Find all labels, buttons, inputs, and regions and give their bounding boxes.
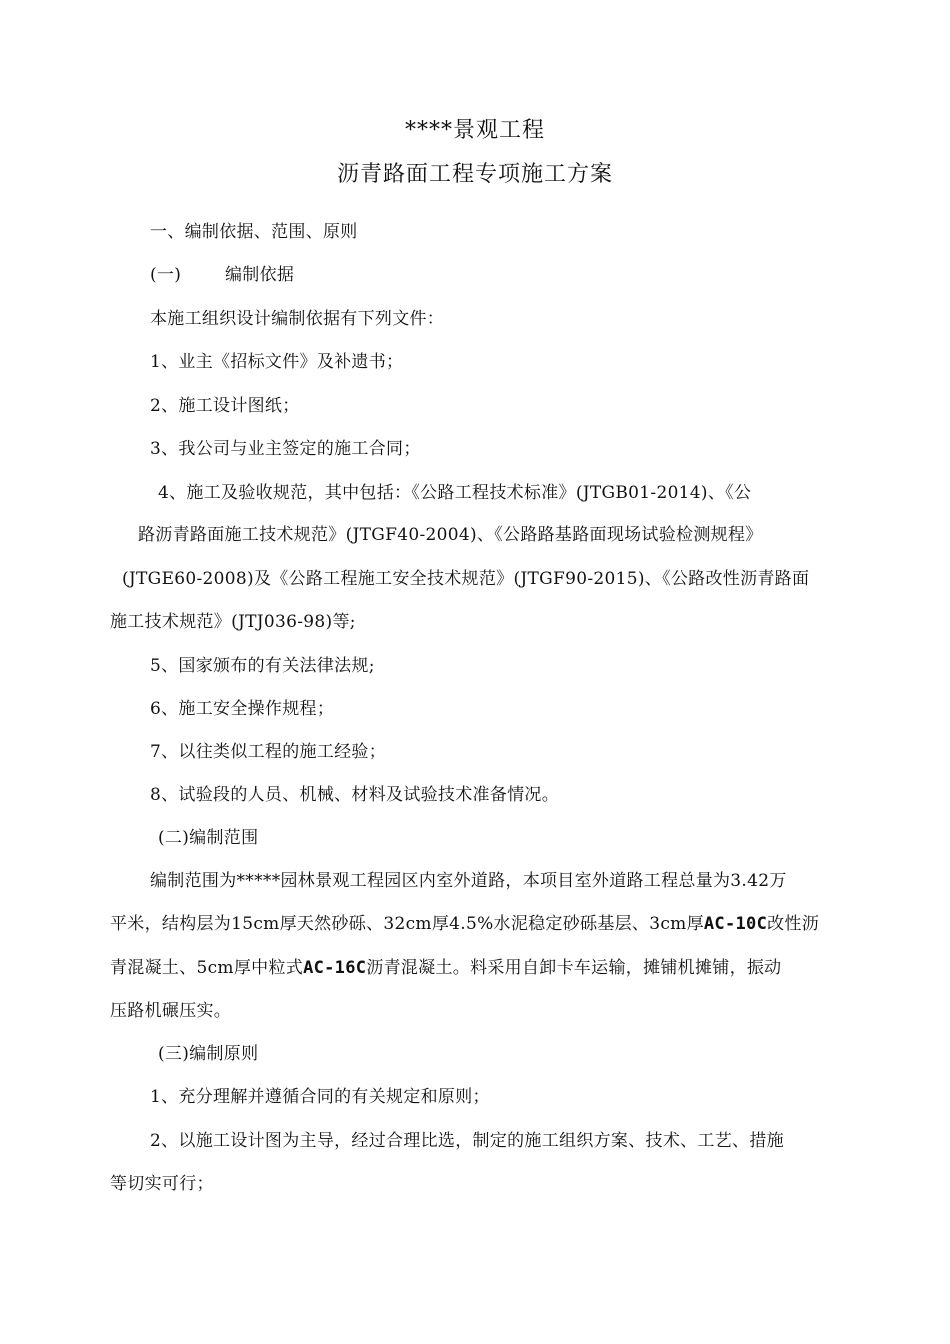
principle-item-1: 1、充分理解并遵循合同的有关规定和原则； [150, 1087, 490, 1107]
basis-item-1: 1、业主《招标文件》及补遗书； [150, 352, 404, 372]
principle-item-2-line-1: 2、以施工设计图为主导，经过合理比选，制定的施工组织方案、技术、工艺、措施 [150, 1131, 784, 1151]
principle-item-2-line-2: 等切实可行； [110, 1174, 214, 1194]
basis-item-8: 8、试验段的人员、机械、材料及试验技术准备情况。 [150, 785, 560, 805]
section-heading-basis-scope-principles: 一、编制依据、范围、原则 [150, 222, 358, 242]
subsection-title-principles: (三)编制原则 [158, 1044, 259, 1064]
subsection-title-basis: 编制依据 [225, 265, 295, 285]
basis-intro-text: 本施工组织设计编制依据有下列文件： [150, 309, 445, 329]
basis-item-6: 6、施工安全操作规程； [150, 699, 335, 719]
document-title-project: ****景观工程 [404, 118, 545, 143]
scope-line-4: 压路机碾压实。 [110, 1001, 232, 1021]
basis-item-4-line-3: (JTGE60-2008)及《公路工程施工安全技术规范》(JTGF90-2015)、《公路改性沥青路面 [122, 569, 810, 589]
scope-line-1: 编制范围为*****园林景观工程园区内室外道路，本项目室外道路工程总量为3.42万 [150, 871, 787, 891]
scope-line-2-text-a: 平米，结构层为15cm厚天然砂砾、32cm厚4.5%水泥稳定砂砾基层、3cm厚 [110, 914, 704, 934]
basis-item-4-line-4: 施工技术规范》(JTJ036-98)等; [110, 612, 356, 632]
scope-asphalt-grade-ac16c: AC-16C [303, 958, 367, 978]
document-title-plan: 沥青路面工程专项施工方案 [336, 162, 613, 187]
basis-item-4-line-1: 4、施工及验收规范，其中包括：《公路工程技术标准》(JTGB01-2014)、《公 [158, 483, 752, 503]
subsection-number-1: (一) [150, 265, 182, 285]
subsection-title-scope: (二)编制范围 [158, 828, 259, 848]
scope-line-2 [110, 909, 819, 934]
scope-line-2-text-c: 改性沥 [767, 914, 820, 934]
basis-item-2: 2、施工设计图纸； [150, 396, 300, 416]
basis-item-5: 5、国家颁布的有关法律法规; [150, 656, 375, 676]
basis-item-7: 7、以往类似工程的施工经验； [150, 742, 387, 762]
scope-line-3-text-a: 青混凝土、5cm厚中粒式 [110, 958, 304, 978]
basis-item-3: 3、我公司与业主签定的施工合同； [150, 439, 421, 459]
scope-line-3-text-c: 沥青混凝土。料采用自卸卡车运输，摊铺机摊铺，振动 [366, 958, 782, 978]
scope-line-3 [110, 953, 781, 978]
scope-asphalt-grade-ac10c: AC-10C [703, 914, 768, 934]
basis-item-4-line-2: 路沥青路面施工技术规范》(JTGF40-2004)、《公路路基路面现场试验检测规程》 [138, 525, 763, 545]
